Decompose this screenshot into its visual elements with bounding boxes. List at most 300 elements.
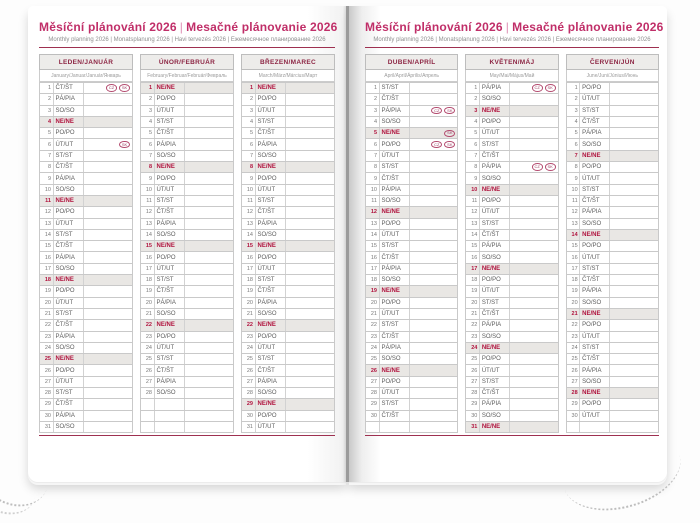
day-name: PO/PO: [380, 298, 410, 308]
day-name: ČT/ŠT: [256, 207, 286, 217]
day-row: [241, 94, 335, 105]
day-number: 22: [242, 320, 256, 330]
day-row: [241, 173, 335, 184]
notes-cell: [610, 196, 658, 206]
month-column-6: [566, 54, 659, 433]
notes-cell: [84, 332, 133, 342]
notes-cell: [410, 264, 458, 274]
title-separator: |: [179, 20, 184, 34]
day-number: 9: [466, 173, 480, 183]
day-number: 12: [40, 207, 54, 217]
day-number: 21: [141, 309, 155, 319]
day-row: [566, 207, 659, 218]
notes-cell: [185, 230, 234, 240]
day-number: 16: [40, 252, 54, 262]
notes-cell: [84, 230, 133, 240]
day-number: 14: [40, 230, 54, 240]
day-row: [365, 252, 458, 263]
day-number: 11: [242, 196, 256, 206]
notes-cell: [84, 411, 133, 421]
day-name: ČT/ŠT: [155, 365, 185, 375]
notes-cell: [84, 354, 133, 364]
day-number: 16: [466, 252, 480, 262]
notes-cell: [84, 139, 133, 149]
day-row: [566, 185, 659, 196]
day-name: ST/ST: [54, 309, 84, 319]
day-row: [241, 139, 335, 150]
notes-cell: [185, 332, 234, 342]
day-name: PÁ/PIA: [155, 139, 185, 149]
day-number: 11: [366, 196, 380, 206]
day-name: NE/NE: [155, 241, 185, 251]
day-name: NE/NE: [54, 354, 84, 364]
day-number: 22: [466, 320, 480, 330]
notes-cell: [185, 241, 234, 251]
day-number: 7: [466, 151, 480, 161]
day-number: 17: [567, 264, 581, 274]
day-name: PÁ/PIA: [580, 207, 610, 217]
day-name: ST/ST: [256, 354, 286, 364]
day-number: 13: [242, 219, 256, 229]
day-name: ÚT/UT: [380, 151, 410, 161]
day-name: PO/PO: [155, 252, 185, 262]
day-number: 21: [242, 309, 256, 319]
notes-cell: [410, 173, 458, 183]
day-number: 22: [40, 320, 54, 330]
day-number: 4: [40, 117, 54, 127]
day-row: [140, 388, 234, 399]
day-number: 25: [466, 354, 480, 364]
top-rule: [365, 47, 659, 48]
day-number: 24: [466, 343, 480, 353]
day-name: SO/SO: [580, 377, 610, 387]
notes-cell: [84, 128, 133, 138]
notes-cell: [610, 241, 658, 251]
notes-cell: [510, 320, 558, 330]
bottom-rule: [365, 435, 659, 436]
day-row: [39, 94, 133, 105]
notes-cell: [610, 219, 658, 229]
day-name: ÚT/UT: [155, 106, 185, 116]
day-number: 24: [40, 343, 54, 353]
month-header: BŘEZEN/MAREC: [241, 54, 335, 70]
day-number: 25: [40, 354, 54, 364]
day-name: ST/ST: [380, 241, 410, 251]
day-name: PO/PO: [380, 139, 410, 149]
day-name: ST/ST: [480, 139, 510, 149]
notes-cell: [410, 117, 458, 127]
day-number: 23: [141, 332, 155, 342]
day-number: 27: [466, 377, 480, 387]
day-number: 27: [40, 377, 54, 387]
notes-cell: [510, 94, 558, 104]
notes-cell: [510, 173, 558, 183]
notes-cell: [185, 196, 234, 206]
day-row: [140, 241, 234, 252]
notes-cell: [286, 139, 335, 149]
notes-cell: [185, 320, 234, 330]
day-row: [241, 230, 335, 241]
day-number: 30: [567, 411, 581, 421]
day-name: ÚT/UT: [54, 298, 84, 308]
month-day-grid: [140, 82, 234, 433]
notes-cell: [410, 399, 458, 409]
day-name: PO/PO: [256, 411, 286, 421]
day-row: [140, 365, 234, 376]
day-number: 31: [242, 422, 256, 432]
day-row: [566, 264, 659, 275]
day-number: 18: [366, 275, 380, 285]
notes-cell: [84, 252, 133, 262]
day-name: [380, 422, 410, 432]
day-number: 16: [366, 252, 380, 262]
month-languages: April/April/Április/Апрель: [365, 70, 458, 82]
notes-cell: [410, 151, 458, 161]
day-row: [39, 117, 133, 128]
notes-cell: [510, 128, 558, 138]
notes-cell: [610, 94, 658, 104]
notes-cell: [410, 309, 458, 319]
day-number: 22: [366, 320, 380, 330]
day-number: 4: [466, 117, 480, 127]
notes-cell: [610, 343, 658, 353]
day-row: [365, 365, 458, 376]
day-name: SO/SO: [480, 332, 510, 342]
day-name: NE/NE: [54, 117, 84, 127]
day-row: [241, 343, 335, 354]
day-row: [365, 286, 458, 297]
notes-cell: [610, 286, 658, 296]
day-number: 23: [366, 332, 380, 342]
day-number: 22: [567, 320, 581, 330]
day-name: ST/ST: [54, 388, 84, 398]
day-number: 8: [366, 162, 380, 172]
day-row: [140, 117, 234, 128]
month-day-grid: [241, 82, 335, 433]
notes-cell: [286, 83, 335, 93]
notes-cell: [610, 399, 658, 409]
holiday-badge-cz: CZ: [431, 107, 442, 115]
notes-cell: [610, 252, 658, 262]
day-name: PO/PO: [54, 207, 84, 217]
day-name: NE/NE: [256, 399, 286, 409]
day-row: [39, 332, 133, 343]
notes-cell: [185, 388, 234, 398]
day-row: [365, 219, 458, 230]
notes-cell: [410, 185, 458, 195]
day-row: [241, 354, 335, 365]
day-number: 8: [242, 162, 256, 172]
title-separator: |: [505, 20, 510, 34]
day-number: 28: [567, 388, 581, 398]
day-name: PÁ/PIA: [380, 264, 410, 274]
day-number: 4: [366, 117, 380, 127]
day-number: 24: [242, 343, 256, 353]
day-row: [465, 151, 558, 162]
day-row: [365, 117, 458, 128]
notes-cell: [610, 354, 658, 364]
day-name: PÁ/PIA: [380, 343, 410, 353]
day-name: PÁ/PIA: [256, 219, 286, 229]
month-column-5: [465, 54, 558, 433]
day-name: NE/NE: [580, 309, 610, 319]
day-number: 12: [366, 207, 380, 217]
day-row: [365, 241, 458, 252]
day-name: SO/SO: [480, 94, 510, 104]
day-name: SO/SO: [155, 151, 185, 161]
day-name: ÚT/UT: [580, 411, 610, 421]
month-column-1: [39, 54, 133, 433]
notes-cell: [286, 230, 335, 240]
day-name: ÚT/UT: [580, 94, 610, 104]
day-name: PÁ/PIA: [480, 241, 510, 251]
day-name: PÁ/PIA: [380, 185, 410, 195]
month-column-3: [241, 54, 335, 433]
day-row: [365, 377, 458, 388]
day-row: [39, 422, 133, 433]
day-name: ÚT/UT: [54, 219, 84, 229]
day-row: [566, 365, 659, 376]
day-number: 12: [466, 207, 480, 217]
day-name: ÚT/UT: [155, 343, 185, 353]
book-spine: [346, 6, 349, 482]
day-number: 28: [40, 388, 54, 398]
day-number: 31: [40, 422, 54, 432]
day-name: SO/SO: [380, 275, 410, 285]
day-number: 23: [40, 332, 54, 342]
columns-area: [365, 54, 659, 433]
notes-cell: [510, 264, 558, 274]
day-number: 27: [141, 377, 155, 387]
day-name: NE/NE: [256, 241, 286, 251]
day-name: ČT/ŠT: [580, 354, 610, 364]
day-number: 20: [366, 298, 380, 308]
day-name: SO/SO: [380, 354, 410, 364]
day-number: 7: [242, 151, 256, 161]
day-name: ÚT/UT: [480, 286, 510, 296]
day-name: ST/ST: [155, 196, 185, 206]
day-number: 26: [242, 365, 256, 375]
day-row: [465, 83, 558, 94]
notes-cell: [185, 106, 234, 116]
day-name: PO/PO: [256, 94, 286, 104]
day-name: ÚT/UT: [480, 365, 510, 375]
notes-cell: [410, 388, 458, 398]
day-number: 15: [567, 241, 581, 251]
day-row: [140, 354, 234, 365]
month-languages: February/Februar/Február/Февраль: [140, 70, 234, 82]
notes-cell: [185, 309, 234, 319]
top-rule: [39, 47, 335, 48]
day-row: [241, 185, 335, 196]
day-name: SO/SO: [54, 106, 84, 116]
day-name: NE/NE: [54, 275, 84, 285]
day-name: PO/PO: [580, 320, 610, 330]
notes-cell: [510, 139, 558, 149]
notes-cell: [610, 309, 658, 319]
day-name: NE/NE: [480, 422, 510, 432]
left-page: [28, 6, 346, 482]
day-name: NE/NE: [480, 343, 510, 353]
day-row: [241, 365, 335, 376]
notes-cell: [185, 94, 234, 104]
day-number: 29: [567, 399, 581, 409]
day-number: 28: [466, 388, 480, 398]
day-number: 14: [366, 230, 380, 240]
notes-cell: [610, 422, 658, 432]
day-number: 15: [366, 241, 380, 251]
notes-cell: [410, 196, 458, 206]
day-number: 17: [242, 264, 256, 274]
page-title-czech: Měsíční plánování 2026: [365, 20, 503, 34]
day-number: 10: [141, 185, 155, 195]
day-row: [365, 332, 458, 343]
day-number: 16: [141, 252, 155, 262]
notes-cell: [286, 185, 335, 195]
day-name: SO/SO: [54, 264, 84, 274]
day-number: 1: [567, 83, 581, 93]
notes-cell: [84, 94, 133, 104]
day-row: [566, 275, 659, 286]
day-row: [140, 399, 234, 410]
day-name: ČT/ŠT: [54, 320, 84, 330]
day-row: [241, 219, 335, 230]
day-number: 25: [567, 354, 581, 364]
day-number: 6: [366, 139, 380, 149]
day-name: ST/ST: [54, 230, 84, 240]
day-number: 7: [141, 151, 155, 161]
day-row: [365, 139, 458, 150]
day-number: 19: [141, 286, 155, 296]
day-number: 30: [466, 411, 480, 421]
columns-area: [39, 54, 335, 433]
day-name: NE/NE: [380, 207, 410, 217]
notes-cell: [510, 343, 558, 353]
notes-cell: [410, 83, 458, 93]
day-number: 4: [567, 117, 581, 127]
day-number: 19: [567, 286, 581, 296]
day-row: [566, 162, 659, 173]
day-row: [566, 139, 659, 150]
day-name: ST/ST: [256, 117, 286, 127]
page-subtitle: Monthly planning 2026 | Monatsplanung 2026 | Havi tervezés 2026 | Ежемесячное планирование 2026: [48, 37, 326, 43]
month-languages: March/März/Március/Март: [241, 70, 335, 82]
day-row: [39, 275, 133, 286]
day-name: PO/PO: [480, 275, 510, 285]
day-row: [140, 286, 234, 297]
day-number: 3: [40, 106, 54, 116]
day-name: PÁ/PIA: [480, 399, 510, 409]
day-row: [39, 162, 133, 173]
day-row: [365, 264, 458, 275]
day-row: [39, 377, 133, 388]
day-name: ČT/ŠT: [380, 332, 410, 342]
day-row: [465, 365, 558, 376]
month-day-grid: [39, 82, 133, 433]
day-row: [39, 128, 133, 139]
notes-cell: [84, 196, 133, 206]
day-number: 19: [40, 286, 54, 296]
day-number: 25: [141, 354, 155, 364]
notes-cell: [84, 185, 133, 195]
notes-cell: [185, 422, 234, 432]
notes-cell: [510, 275, 558, 285]
day-name: ÚT/UT: [256, 343, 286, 353]
day-row: [241, 128, 335, 139]
bottom-rule: [39, 435, 335, 436]
day-number: 16: [242, 252, 256, 262]
day-number: 2: [567, 94, 581, 104]
notes-cell: [185, 185, 234, 195]
day-row: [241, 83, 335, 94]
day-name: SO/SO: [54, 185, 84, 195]
day-row: [140, 173, 234, 184]
day-number: 30: [40, 411, 54, 421]
day-row: [465, 128, 558, 139]
day-number: 6: [567, 139, 581, 149]
day-number: 1: [366, 83, 380, 93]
day-row: [465, 94, 558, 105]
day-row: [140, 162, 234, 173]
day-row: [241, 207, 335, 218]
day-number: 20: [141, 298, 155, 308]
notes-cell: [84, 106, 133, 116]
notes-cell: [286, 320, 335, 330]
day-row: [140, 128, 234, 139]
day-number: 2: [242, 94, 256, 104]
notes-cell: [610, 230, 658, 240]
day-number: 10: [567, 185, 581, 195]
day-number: 9: [567, 173, 581, 183]
day-name: NE/NE: [155, 83, 185, 93]
day-row: [39, 399, 133, 410]
notes-cell: [84, 422, 133, 432]
day-row: [241, 196, 335, 207]
notes-cell: [510, 332, 558, 342]
day-number: 15: [141, 241, 155, 251]
day-row: [241, 320, 335, 331]
day-row: [39, 173, 133, 184]
day-row: [465, 332, 558, 343]
month-day-grid: [566, 82, 659, 433]
holiday-badge-cz: CZ: [431, 141, 442, 149]
notes-cell: [286, 286, 335, 296]
day-number: 26: [567, 365, 581, 375]
day-row: [241, 241, 335, 252]
day-number: 30: [242, 411, 256, 421]
notes-cell: [185, 83, 234, 93]
notes-cell: [410, 422, 458, 432]
day-row: [39, 83, 133, 94]
day-name: PO/PO: [256, 252, 286, 262]
notes-cell: [510, 377, 558, 387]
month-header: ÚNOR/FEBRUÁR: [140, 54, 234, 70]
day-number: 5: [466, 128, 480, 138]
notes-cell: [84, 286, 133, 296]
notes-cell: [286, 196, 335, 206]
day-name: ČT/ŠT: [480, 388, 510, 398]
day-number: 21: [40, 309, 54, 319]
day-name: SO/SO: [256, 230, 286, 240]
day-name: PO/PO: [580, 83, 610, 93]
day-row: [566, 332, 659, 343]
day-name: NE/NE: [256, 320, 286, 330]
day-name: SO/SO: [380, 196, 410, 206]
notes-cell: [410, 275, 458, 285]
day-row: [365, 94, 458, 105]
notes-cell: [185, 399, 234, 409]
day-number: 27: [567, 377, 581, 387]
